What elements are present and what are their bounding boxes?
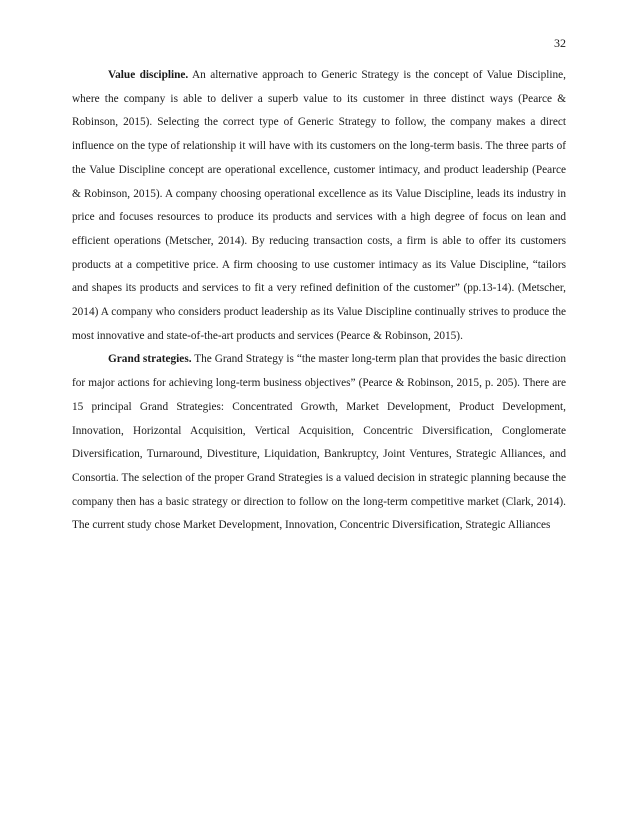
paragraph-value-discipline xyxy=(72,64,566,348)
paragraph-text: An alternative approach to Generic Strategy is the concept of Value Discipline, where the company is able to deliver a superb value to its customer in three distinct ways (Pearce & Robinson, 2015). Selecting the correct type of Generic Strategy to follow, the company makes a direct influence on the type of relationship it will have with its customers on the long-term basis. The three parts of the Value Discipline concept are operational excellence, customer intimacy, and product leadership (Pearce & Robinson, 2015). A company choosing operational excellence as its Value Discipline, leads its industry in price and focuses resources to produce its products and services with a high degree of focus on lean and efficient operations (Metscher, 2014). By reducing transaction costs, a firm is able to offer its customers products at a competitive price. A firm choosing to use customer intimacy as its Value Discipline, “tailors and shapes its products and services to fit a very refined definition of the customer” (pp.13-14). (Metscher, 2014) A company who considers product leadership as its Value Discipline continually strives to produce the most innovative and state-of-the-art products and services (Pearce & Robinson, 2015). xyxy=(72,69,566,342)
heading-grand-strategies: Grand strategies. xyxy=(108,353,192,366)
heading-value-discipline: Value discipline. xyxy=(108,69,189,81)
page-number: 32 xyxy=(554,36,566,50)
paragraph-grand-strategies xyxy=(72,348,566,538)
body-text xyxy=(72,64,566,538)
paragraph-text: The Grand Strategy is “the master long-term plan that provides the basic direction for major actions for achieving long-term business objectives” (Pearce & Robinson, 2015, p. 205). There are 15 principal Grand Strategies: Concentrated Growth, Market Development, Product Development, Innovation, Horizontal Acquisition, Vertical Acquisition, Concentric Diversification, Conglomerate Diversification, Turnaround, Divestiture, Liquidation, Bankruptcy, Joint Ventures, Strategic Alliances, and Consortia. The selection of the proper Grand Strategies is a valued decision in strategic planning because the company then has a basic strategy or direction to follow on the long-term competitive market (Clark, 2014). The current study chose Market Development, Innovation, Concentric Diversification, Strategic Alliances xyxy=(72,353,566,532)
